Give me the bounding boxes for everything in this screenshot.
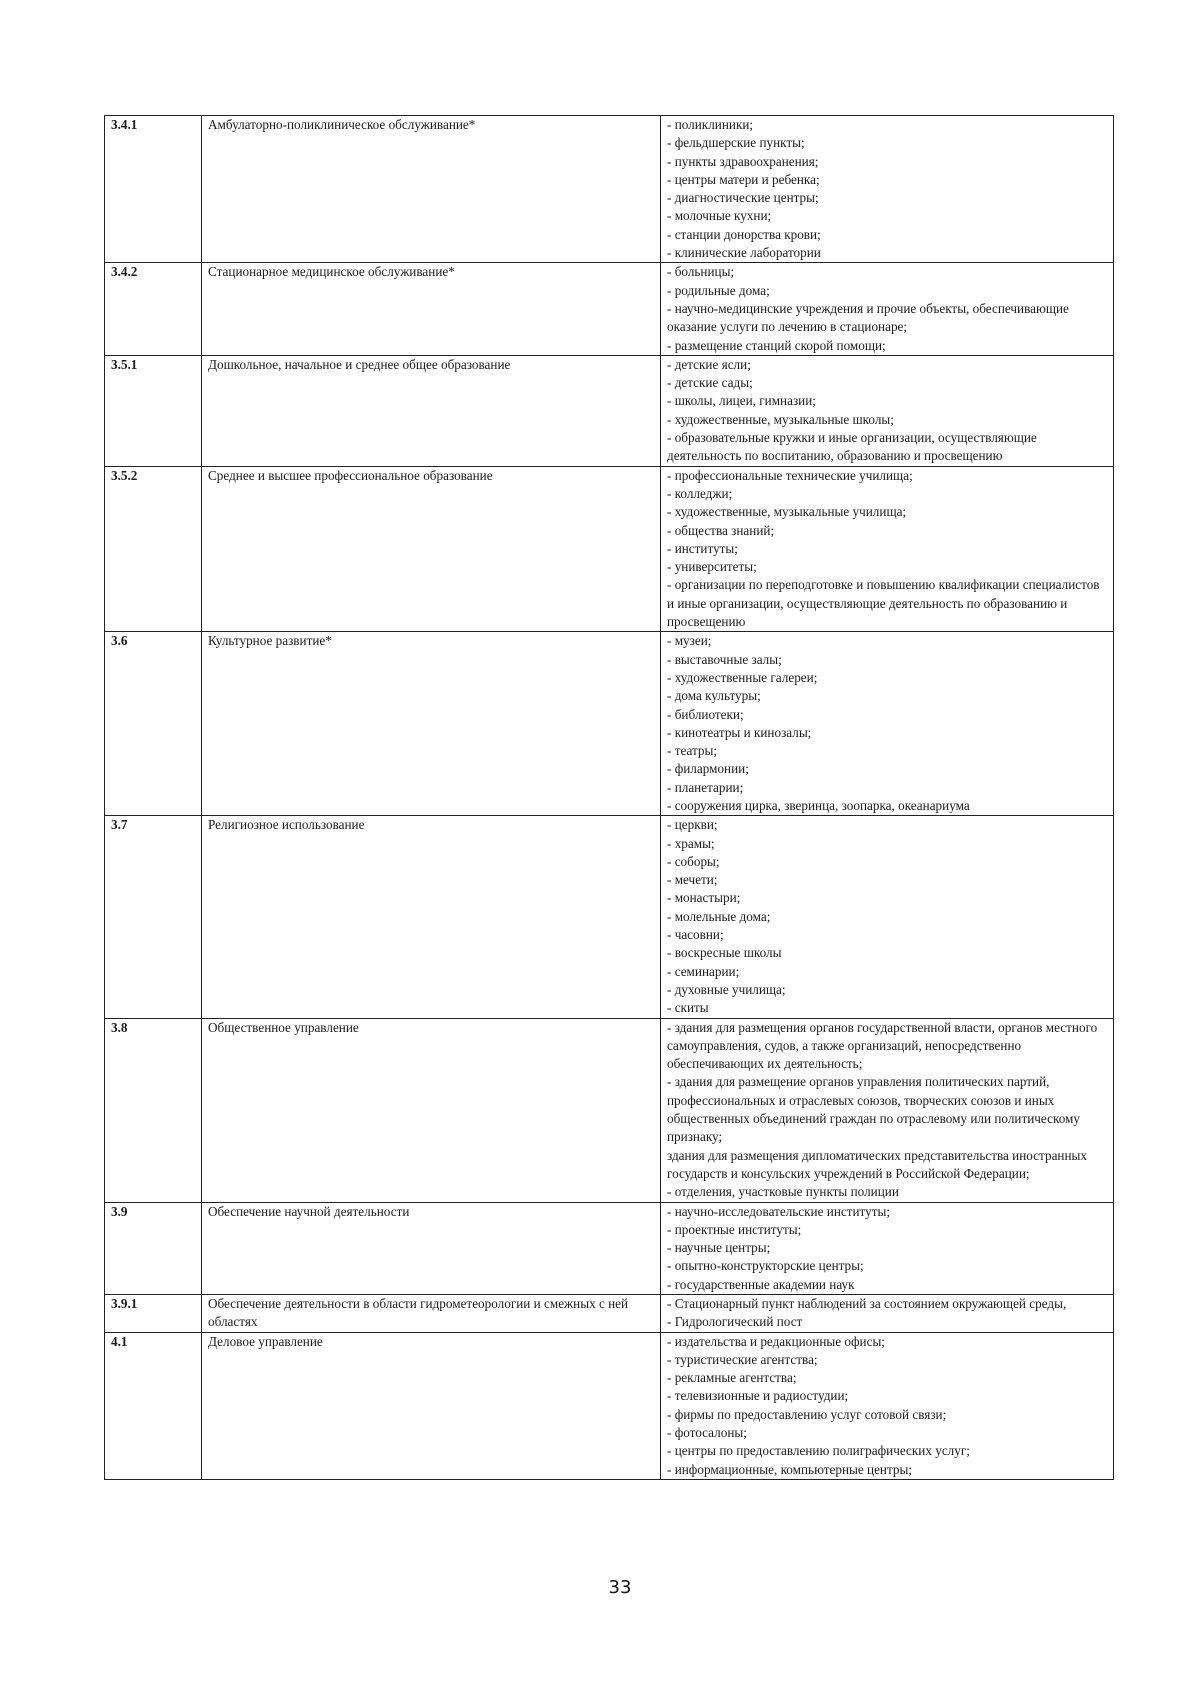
list-item: - родильные дома;: [667, 282, 770, 298]
list-item: - выставочные залы;: [667, 651, 782, 667]
row-code: 3.8: [105, 1018, 202, 1202]
list-item: - проектные институты;: [667, 1221, 802, 1237]
list-item: - филармонии;: [667, 761, 749, 777]
list-item: - туристические агентства;: [667, 1351, 818, 1367]
row-code: 4.1: [105, 1332, 202, 1479]
row-name: Религиозное использование: [202, 816, 661, 1018]
row-items: [661, 1332, 1114, 1479]
list-item: - информационные, компьютерные центры;: [667, 1461, 913, 1477]
list-item: - кинотеатры и кинозалы;: [667, 724, 812, 740]
list-item: - клинические лаборатории: [667, 245, 821, 261]
list-item: - Стационарный пункт наблюдений за состоянием окружающей среды,: [667, 1296, 1067, 1311]
list-item: - скиты: [667, 1000, 709, 1016]
list-item: - научно-медицинские учреждения и прочие объекты, обеспечивающие оказание услуги по лечению в стационаре;: [667, 300, 1069, 335]
list-item: - театры;: [667, 743, 718, 759]
list-item: - соборы;: [667, 853, 720, 869]
row-name: Стационарное медицинское обслуживание*: [202, 263, 661, 355]
list-item: - диагностические центры;: [667, 190, 819, 206]
row-items: [661, 116, 1114, 263]
row-code: 3.4.2: [105, 263, 202, 355]
list-item: - рекламные агентства;: [667, 1370, 797, 1386]
table-row: [105, 116, 1114, 263]
row-name: Амбулаторно-поликлиническое обслуживание*: [202, 116, 661, 263]
list-item: - семинарии;: [667, 963, 740, 979]
row-items: [661, 355, 1114, 466]
list-item: - пункты здравоохранения;: [667, 153, 819, 169]
list-item: здания для размещения дипломатических представительства иностранных государств и консульских учреждений в Российской Федерации;: [667, 1147, 1087, 1181]
list-item: - молельные дома;: [667, 908, 771, 924]
row-items: [661, 1018, 1114, 1202]
list-item: - дома культуры;: [667, 688, 761, 704]
table-body: [105, 116, 1114, 1480]
list-item: - опытно-конструкторские центры;: [667, 1258, 864, 1274]
list-item: - больницы;: [667, 264, 735, 280]
table-row: [105, 1332, 1114, 1479]
row-name: Обеспечение деятельности в области гидрометеорологии и смежных с ней областях: [202, 1295, 661, 1333]
row-code: 3.9: [105, 1202, 202, 1294]
table-row: [105, 632, 1114, 816]
list-item: - музеи;: [667, 633, 712, 649]
list-item: - центры матери и ребенка;: [667, 171, 820, 187]
row-name: Деловое управление: [202, 1332, 661, 1479]
table-row: [105, 355, 1114, 466]
row-code: 3.6: [105, 632, 202, 816]
row-items: [661, 1295, 1114, 1333]
list-item: - институты;: [667, 540, 738, 556]
list-item: - школы, лицеи, гимназии;: [667, 393, 816, 409]
table-row: [105, 263, 1114, 355]
row-name: Общественное управление: [202, 1018, 661, 1202]
table-row: [105, 466, 1114, 632]
row-name: Дошкольное, начальное и среднее общее образование: [202, 355, 661, 466]
row-items: [661, 1202, 1114, 1294]
row-items: [661, 816, 1114, 1018]
row-code: 3.5.1: [105, 355, 202, 466]
list-item: - детские ясли;: [667, 356, 751, 372]
list-item: - колледжи;: [667, 485, 733, 501]
list-item: - молочные кухни;: [667, 208, 772, 224]
row-name: Среднее и высшее профессиональное образование: [202, 466, 661, 632]
page-number: 33: [608, 1577, 632, 1598]
list-item: - университеты;: [667, 559, 757, 575]
list-item: - храмы;: [667, 835, 715, 851]
list-item: - детские сады;: [667, 375, 753, 391]
list-item: - общества знаний;: [667, 522, 775, 538]
list-item: - библиотеки;: [667, 706, 744, 722]
list-item: - здания для размещения органов государственной власти, органов местного самоуправления, судов, а также организаций, непосредственно обеспечивающих их деятельность;: [667, 1019, 1098, 1072]
list-item: - фирмы по предоставлению услуг сотовой связи;: [667, 1406, 947, 1422]
table-row: [105, 1018, 1114, 1202]
row-items: [661, 632, 1114, 816]
list-item: - монастыри;: [667, 890, 741, 906]
list-item: - образовательные кружки и иные организации, осуществляющие деятельность по воспитанию, образованию и просвещению: [667, 430, 1037, 464]
list-item: - издательства и редакционные офисы;: [667, 1333, 885, 1349]
list-item: - здания для размещение органов управления политических партий, профессиональных и отраслевых союзов, творческих союзов и иных общественных объединений граждан по отраслевому или политическому признаку;: [667, 1074, 1080, 1145]
list-item: - отделения, участковые пункты полиции: [667, 1184, 899, 1200]
list-item: - Гидрологический пост: [667, 1314, 803, 1330]
list-item: - мечети;: [667, 872, 718, 888]
row-items: [661, 263, 1114, 355]
list-item: - воскресные школы: [667, 945, 782, 961]
list-item: - центры по предоставлению полиграфических услуг;: [667, 1443, 970, 1459]
list-item: - размещение станций скорой помощи;: [667, 337, 886, 353]
list-item: - государственные академии наук: [667, 1276, 855, 1292]
list-item: - планетарии;: [667, 779, 744, 795]
list-item: - профессиональные технические училища;: [667, 467, 913, 483]
row-code: 3.4.1: [105, 116, 202, 263]
row-name: Обеспечение научной деятельности: [202, 1202, 661, 1294]
list-item: - фельдшерские пункты;: [667, 135, 805, 151]
list-item: - телевизионные и радиостудии;: [667, 1388, 849, 1404]
list-item: - духовные училища;: [667, 981, 786, 997]
list-item: - церкви;: [667, 817, 718, 833]
list-item: - художественные галереи;: [667, 669, 818, 685]
list-item: - организации по переподготовке и повышению квалификации специалистов и иные организации, осуществляющие деятельность по образованию и просвещению: [667, 577, 1100, 630]
list-item: - научно-исследовательские институты;: [667, 1203, 891, 1219]
list-item: - художественные, музыкальные училища;: [667, 504, 907, 520]
list-item: - поликлиники;: [667, 117, 754, 132]
list-item: - научные центры;: [667, 1240, 771, 1256]
list-item: - сооружения цирка, зверинца, зоопарка, океанариума: [667, 797, 970, 813]
row-items: [661, 466, 1114, 632]
list-item: - станции донорства крови;: [667, 226, 821, 242]
list-item: - фотосалоны;: [667, 1425, 747, 1441]
table-row: [105, 1202, 1114, 1294]
table-row: [105, 816, 1114, 1018]
list-item: - художественные, музыкальные школы;: [667, 411, 894, 427]
row-code: 3.5.2: [105, 466, 202, 632]
row-code: 3.9.1: [105, 1295, 202, 1333]
row-name: Культурное развитие*: [202, 632, 661, 816]
table-row: [105, 1295, 1114, 1333]
land-use-table: [104, 115, 1114, 1480]
list-item: - часовни;: [667, 927, 724, 943]
row-code: 3.7: [105, 816, 202, 1018]
